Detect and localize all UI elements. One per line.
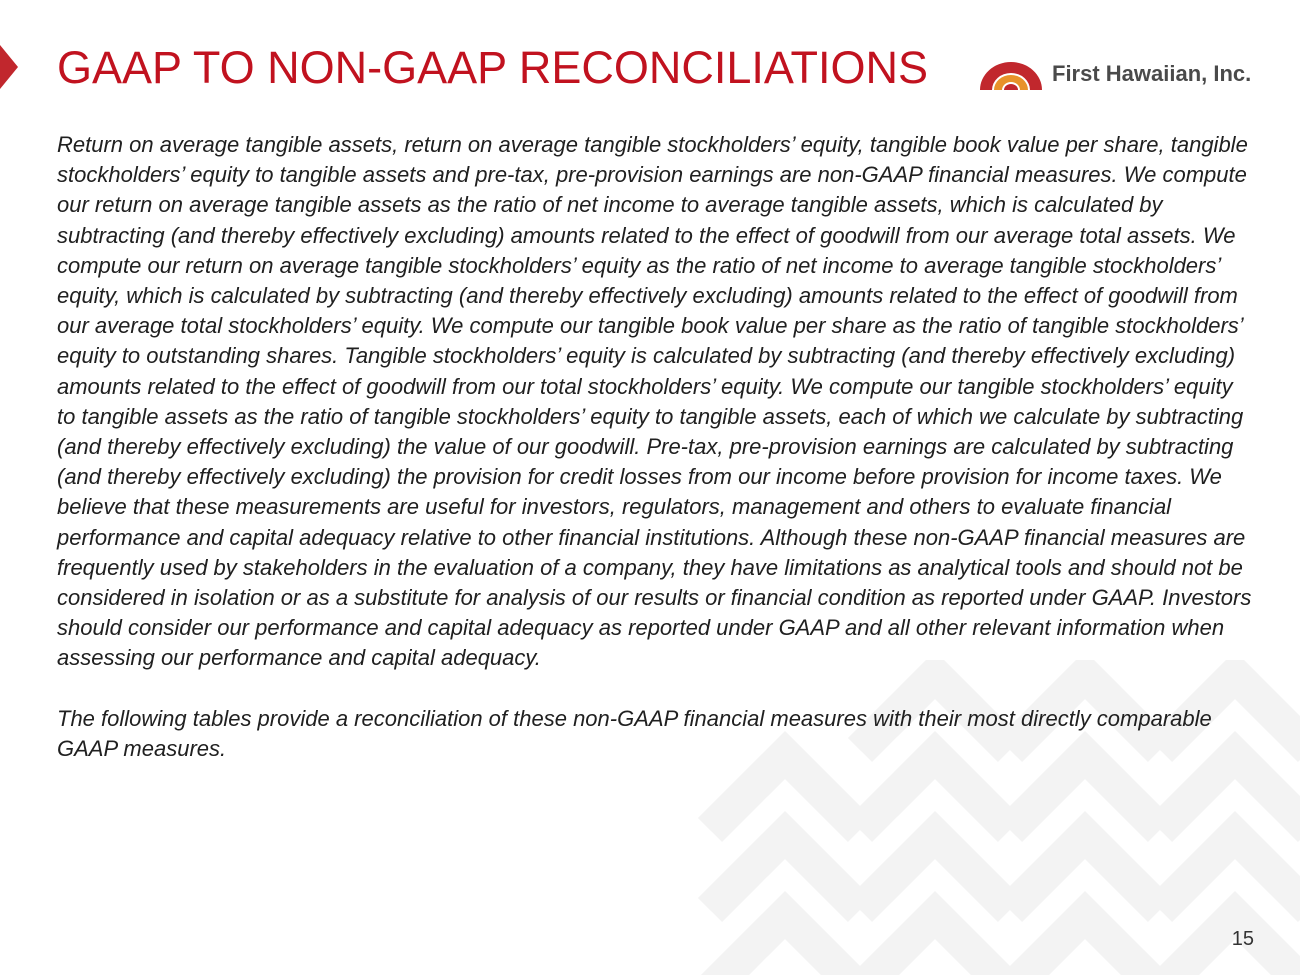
body-text	[57, 130, 1257, 764]
paragraph-definitions: Return on average tangible assets, return on average tangible stockholders’ equity, tangible book value per share, tangible stockholders’ equity to tangible assets and pre-tax, pre-provision earnings are non-GAAP financial measures. We compute our return on average tangible assets as the ratio of net income to average tangible assets, which is calculated by subtracting (and thereby effectively excluding) amounts related to the effect of goodwill from our average total assets. We compute our return on average tangible stockholders’ equity as the ratio of net income to average tangible stockholders’ equity, which is calculated by subtracting (and thereby effectively excluding) amounts related to the effect of goodwill from our average total stockholders’ equity. We compute our tangible book value per share as the ratio of tangible stockholders’ equity to outstanding shares. Tangible stockholders’ equity is calculated by subtracting (and thereby effectively excluding) amounts related to the effect of goodwill from our total stockholders’ equity. We compute our tangible stockholders’ equity to tangible assets as the ratio of tangible stockholders’ equity to tangible assets, each of which we calculate by subtracting (and thereby effectively excluding) the value of our goodwill. Pre-tax, pre-provision earnings are calculated by subtracting (and thereby effectively excluding) the provision for credit losses from our income before provision for income taxes. We believe that these measurements are useful for investors, regulators, management and others to evaluate financial performance and capital adequacy relative to other financial institutions. Although these non-GAAP financial measures are frequently used by stakeholders in the evaluation of a company, they have limitations as analytical tools and should not be considered in isolation or as a substitute for analysis of our results or financial condition as reported under GAAP. Investors should consider our performance and capital adequacy as reported under GAAP and all other relevant information when assessing our performance and capital adequacy.	[57, 132, 1252, 671]
rising-sun-logo-icon	[978, 56, 1044, 92]
page-title: GAAP TO NON-GAAP RECONCILIATIONS	[57, 42, 929, 93]
logo-text: First Hawaiian, Inc.	[1052, 61, 1252, 86]
company-logo	[978, 54, 1251, 94]
title-accent-marker	[0, 45, 18, 89]
page-number: 15	[1231, 928, 1254, 950]
paragraph-reconciliation-note: The following tables provide a reconciliation of these non-GAAP financial measures with their most directly comparable GAAP measures.	[57, 705, 1212, 761]
